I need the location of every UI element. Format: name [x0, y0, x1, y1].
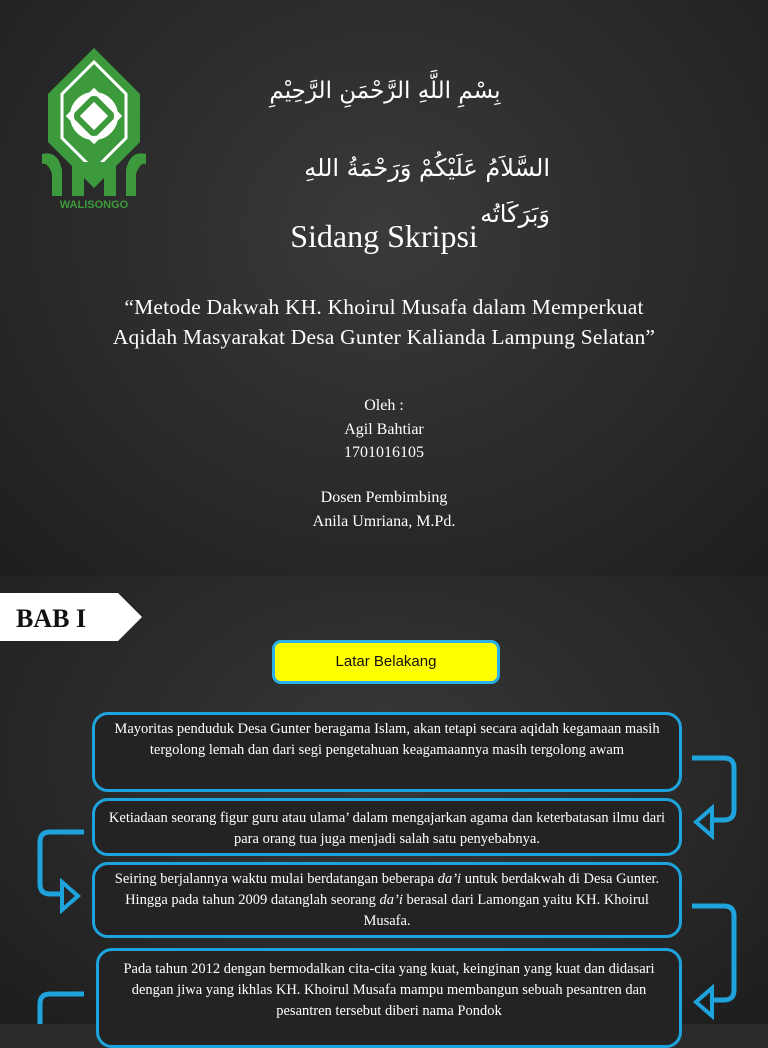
oleh-label: Oleh : [364, 397, 404, 414]
slide-title: Sidang Skripsi [290, 218, 478, 254]
thesis-line-1: “Metode Dakwah KH. Khoirul Musafa dalam Memperkuat [124, 295, 644, 319]
thesis-title [50, 292, 718, 352]
salam-line-2: وَبَرَكَاتُه [480, 200, 550, 228]
background-box-4: Pada tahun 2012 dengan bermodalkan cita-cita yang kuat, keinginan yang kuat dan didasari dengan jiwa yang ikhlas KH. Khoirul Musafa mampu membangun sebuah pesantren dan pesantren tersebut diberi nama Pondok [96, 948, 682, 1048]
supervisor-name: Anila Umriana, M.Pd. [312, 513, 456, 530]
student-id: 1701016105 [344, 444, 424, 461]
salam-line-1: السَّلاَمُ عَلَيْكُمْ وَرَحْمَةُ اللهِ [304, 154, 550, 182]
box3-dai-1: da’i [437, 871, 462, 887]
logo-text: WALISONGO [59, 199, 129, 211]
flow-arrow-left-1-icon [28, 826, 90, 918]
box3-text-b: untuk berdakwah di Desa Gunter. Hingga pada tahun 2009 datanglah seorang [125, 871, 660, 908]
background-box-3 [92, 862, 682, 938]
box3-text-c: berasal dari Lamongan yaitu KH. Khoirul Musafa. [363, 892, 649, 929]
box3-text-a: Seiring berjalannya waktu mulai berdatangan beberapa [114, 871, 438, 887]
basmala: بِسْمِ اللَّهِ الرَّحْمَنِ الرَّحِيْمِ [269, 78, 501, 104]
background-box-2: Ketiadaan seorang figur guru atau ulama’ dalam mengajarkan agama dan keterbatasan ilmu dari para orang tua juga menjadi salah satu penyebabnya. [92, 798, 682, 856]
box3-dai-2: da’i [379, 892, 403, 908]
flow-arrow-right-2-icon [686, 900, 746, 1024]
flow-arrow-left-2-icon [28, 984, 90, 1024]
section-heading: Latar Belakang [272, 640, 500, 684]
chapter-label: BAB I [16, 604, 87, 633]
supervisor-label: Dosen Pembimbing [320, 489, 448, 506]
background-box-1: Mayoritas penduduk Desa Gunter beragama Islam, akan tetapi secara aqidah kegamaan masih tergolong lemah dan dari segi pengetahuan keagamaannya masih tergolong awam [92, 712, 682, 792]
thesis-line-2: Aqidah Masyarakat Desa Gunter Kalianda Lampung Selatan” [112, 325, 656, 349]
flow-arrow-right-1-icon [686, 752, 746, 844]
uin-walisongo-logo [38, 46, 150, 214]
author-name: Agil Bahtiar [344, 421, 424, 438]
